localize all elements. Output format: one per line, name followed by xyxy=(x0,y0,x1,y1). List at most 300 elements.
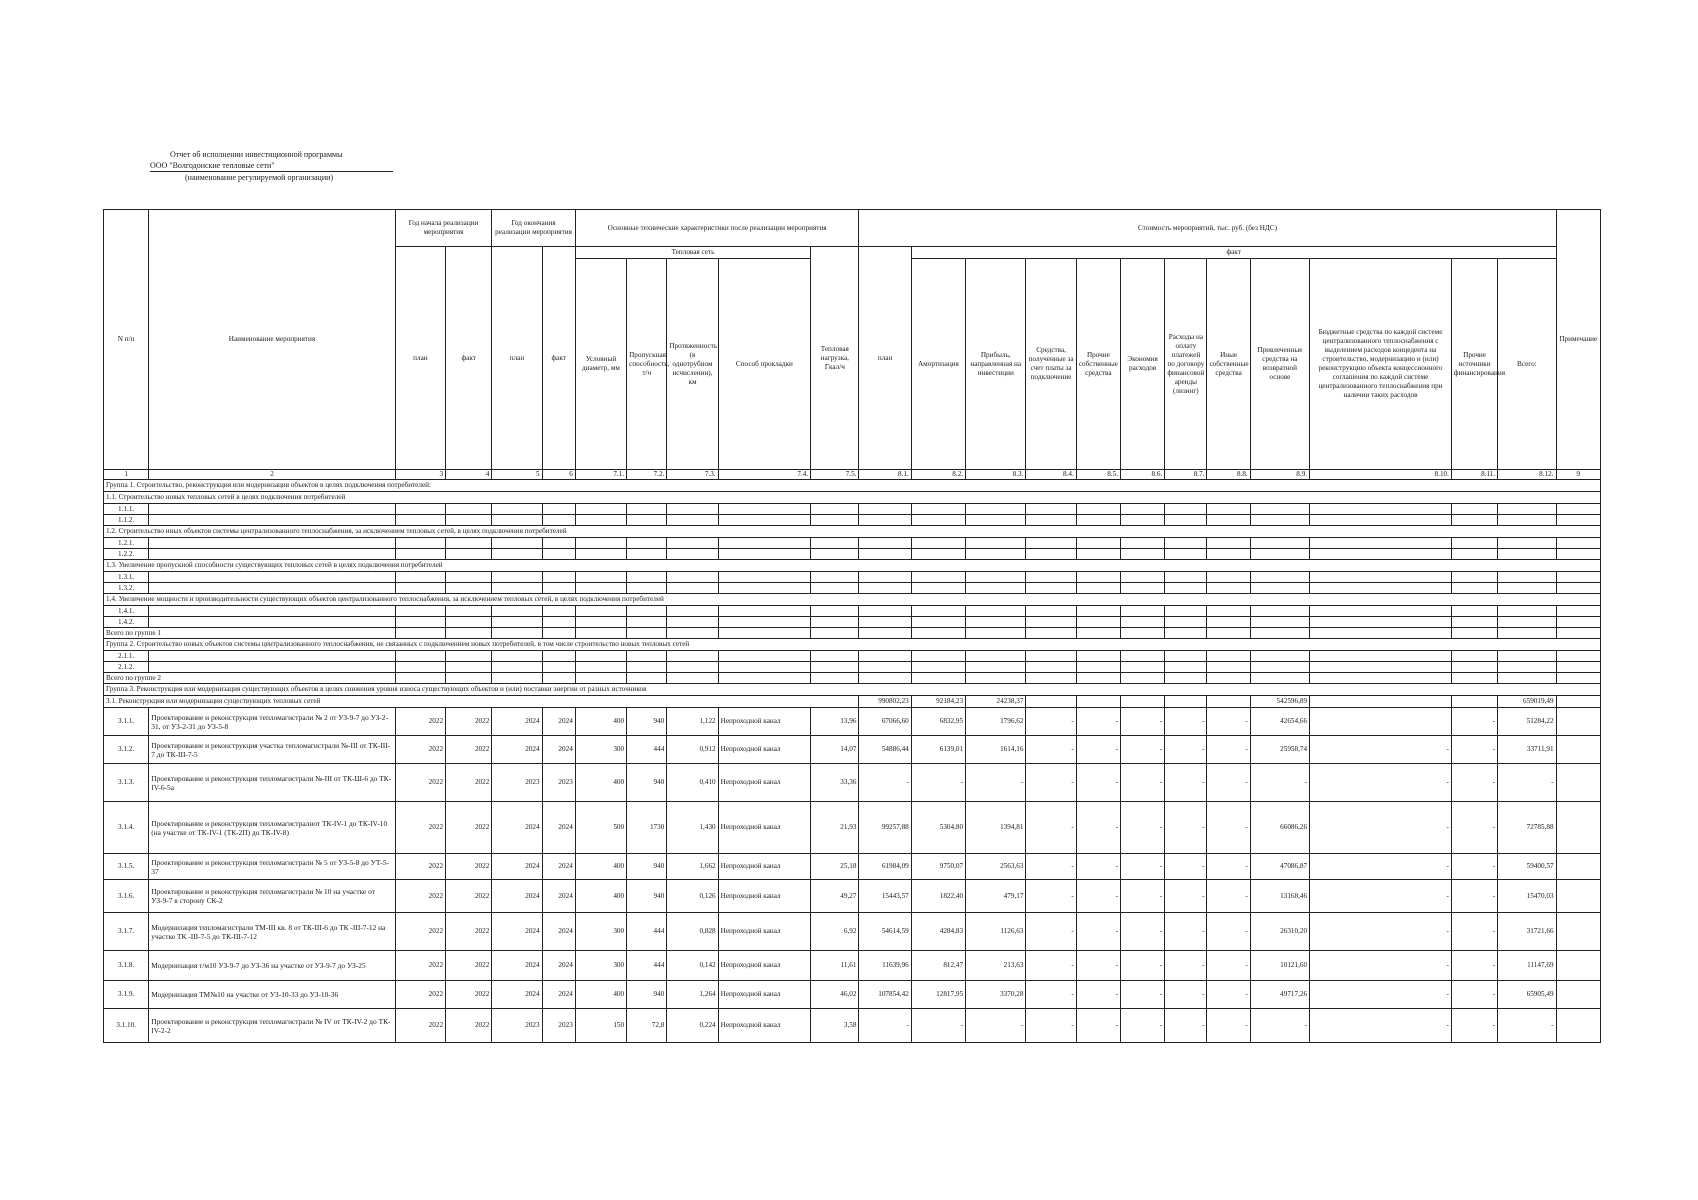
year-start-plan: 2022 xyxy=(395,802,445,854)
empty-cell xyxy=(911,606,965,617)
year-end-plan: 2024 xyxy=(492,913,542,951)
empty-cell xyxy=(811,617,859,628)
empty-cell xyxy=(492,651,542,662)
empty-cell xyxy=(1556,606,1600,617)
row-number: 1.2.1. xyxy=(104,538,149,549)
empty-cell xyxy=(1310,696,1452,708)
empty-cell xyxy=(1250,515,1309,526)
empty-cell xyxy=(1451,628,1497,639)
group-total-row xyxy=(104,628,1601,639)
heat-load: 3,58 xyxy=(811,1009,859,1043)
empty-cell xyxy=(149,538,395,549)
empty-cell xyxy=(542,673,575,684)
empty-cell xyxy=(1165,662,1207,673)
empty-cell xyxy=(446,651,492,662)
empty-cell xyxy=(575,583,626,594)
empty-cell xyxy=(966,651,1026,662)
year-end-fact: 2024 xyxy=(542,913,575,951)
colnum: 8.12. xyxy=(1498,470,1556,480)
lease: - xyxy=(1165,802,1207,854)
empty-cell xyxy=(1026,583,1076,594)
empty-cell xyxy=(1498,617,1556,628)
empty-cell xyxy=(1026,538,1076,549)
hdr-tech: Основные технические характеристики после реализации мероприятия xyxy=(575,210,859,247)
empty-cell xyxy=(1120,606,1164,617)
hdr-load: Тепловая нагрузка, Гкал/ч xyxy=(811,247,859,470)
empty-cell xyxy=(542,572,575,583)
capacity: 940 xyxy=(627,764,667,802)
profit: 2563,63 xyxy=(966,854,1026,880)
borrowed: 66086,26 xyxy=(1250,802,1309,854)
empty-cell xyxy=(859,572,911,583)
year-end-plan: 2024 xyxy=(492,736,542,764)
empty-cell xyxy=(966,628,1026,639)
empty-cell xyxy=(667,617,718,628)
cost-plan: - xyxy=(859,764,911,802)
year-start-plan: 2022 xyxy=(395,913,445,951)
length: 1,430 xyxy=(667,802,718,854)
empty-cell xyxy=(1451,673,1497,684)
row-number: 1.4.2. xyxy=(104,617,149,628)
year-start-plan: 2022 xyxy=(395,708,445,736)
row-number: 3.1.9. xyxy=(104,981,149,1009)
hdr-cost-plan: план xyxy=(859,247,911,470)
empty-cell xyxy=(667,572,718,583)
empty-cell xyxy=(811,572,859,583)
project-name: Проектирование и реконструкция тепломагистрали № 2 от УЗ-9-7 до УЗ-2-31, от УЗ-2-31 до УЗ-5-8 xyxy=(149,708,395,736)
empty-cell xyxy=(575,662,626,673)
budget: - xyxy=(1310,802,1452,854)
empty-cell xyxy=(1207,662,1250,673)
project-name: Проектирование и реконструкция участка тепломагистрали №-III от ТК-III-7 до ТК-III-7-5 xyxy=(149,736,395,764)
section-row xyxy=(104,684,1601,696)
connection-fee: - xyxy=(1026,913,1076,951)
empty-cell xyxy=(1026,628,1076,639)
empty-cell xyxy=(966,515,1026,526)
capacity: 444 xyxy=(627,951,667,981)
empty-cell xyxy=(859,651,911,662)
colnum: 7.3. xyxy=(667,470,718,480)
length: 0,410 xyxy=(667,764,718,802)
empty-cell xyxy=(492,515,542,526)
total: 59400,57 xyxy=(1498,854,1556,880)
other-sources: - xyxy=(1451,802,1497,854)
note-cell xyxy=(1556,802,1600,854)
colnum: 8.8. xyxy=(1207,470,1250,480)
budget: - xyxy=(1310,913,1452,951)
other-sources: - xyxy=(1451,764,1497,802)
diameter: 300 xyxy=(575,736,626,764)
colnum: 8.3. xyxy=(966,470,1026,480)
empty-cell xyxy=(1310,617,1452,628)
year-end-plan: 2024 xyxy=(492,802,542,854)
length: 0,224 xyxy=(667,1009,718,1043)
row-number: 1.4.1. xyxy=(104,606,149,617)
empty-cell xyxy=(149,572,395,583)
hdr-own-other: Прочие собственные средства xyxy=(1076,259,1120,470)
project-name: Проектирование и реконструкция тепломагистрали № IV от ТК-IV-2 до ТК-IV-2-2 xyxy=(149,1009,395,1043)
empty-cell xyxy=(395,583,445,594)
empty-cell xyxy=(1451,617,1497,628)
hdr-profit: Прибыль, направленная на инвестиции xyxy=(966,259,1026,470)
year-end-fact: 2023 xyxy=(542,764,575,802)
row-number: 1.3.1. xyxy=(104,572,149,583)
empty-cell xyxy=(1451,583,1497,594)
section-title: Группа 1. Строительство, реконструкция или модернизация объектов в целях подключения потребителей: xyxy=(104,480,1601,492)
empty-cell xyxy=(1207,696,1250,708)
empty-cell xyxy=(859,583,911,594)
empty-cell xyxy=(911,583,965,594)
hdr-year-end: Год окончания реализации мероприятия xyxy=(492,210,575,247)
amortization: 6139,01 xyxy=(911,736,965,764)
colnum: 8.11. xyxy=(1451,470,1497,480)
empty-cell xyxy=(492,617,542,628)
empty-cell xyxy=(575,515,626,526)
empty-cell xyxy=(859,628,911,639)
subtotal-plan: 990802,23 xyxy=(859,696,911,708)
empty-cell xyxy=(1310,662,1452,673)
empty-cell xyxy=(718,628,811,639)
empty-cell xyxy=(1207,583,1250,594)
empty-cell xyxy=(542,662,575,673)
empty-cell xyxy=(1556,696,1600,708)
row-number: 3.1.2. xyxy=(104,736,149,764)
hdr-borrowed: Привлеченные средства на возвратной основе xyxy=(1250,259,1309,470)
empty-cell xyxy=(911,662,965,673)
empty-cell xyxy=(1250,628,1309,639)
lease: - xyxy=(1165,854,1207,880)
project-name: Проектирование и реконструкция тепломагистрали № 5 от УЗ-5-8 до УТ-5-37 xyxy=(149,854,395,880)
empty-cell xyxy=(667,606,718,617)
empty-cell xyxy=(1120,696,1164,708)
own-other: - xyxy=(1076,981,1120,1009)
empty-row xyxy=(104,538,1601,549)
lease: - xyxy=(1165,880,1207,913)
empty-cell xyxy=(395,515,445,526)
length: 1,662 xyxy=(667,854,718,880)
total: 51284,22 xyxy=(1498,708,1556,736)
empty-cell xyxy=(1451,662,1497,673)
borrowed: - xyxy=(1250,764,1309,802)
budget: - xyxy=(1310,736,1452,764)
empty-cell xyxy=(966,606,1026,617)
budget: - xyxy=(1310,981,1452,1009)
year-end-plan: 2023 xyxy=(492,764,542,802)
empty-row xyxy=(104,606,1601,617)
empty-cell xyxy=(1556,549,1600,560)
project-name: Проектирование и реконструкция тепломагистрали № 10 на участке от УЗ-9-7 в сторону СК-2 xyxy=(149,880,395,913)
empty-cell xyxy=(1076,549,1120,560)
empty-cell xyxy=(1165,606,1207,617)
row-number: 3.1.7. xyxy=(104,913,149,951)
empty-cell xyxy=(149,651,395,662)
empty-cell xyxy=(1498,651,1556,662)
project-name: Модернизация ТМ№10 на участке от УЗ-10-33 до УЗ-10-36 xyxy=(149,981,395,1009)
empty-cell xyxy=(575,617,626,628)
capacity: 444 xyxy=(627,736,667,764)
empty-cell xyxy=(446,617,492,628)
year-end-plan: 2024 xyxy=(492,708,542,736)
empty-cell xyxy=(395,538,445,549)
empty-cell xyxy=(1026,651,1076,662)
year-start-fact: 2022 xyxy=(446,802,492,854)
empty-cell xyxy=(1076,572,1120,583)
colnum: 8.10. xyxy=(1310,470,1452,480)
empty-cell xyxy=(1076,696,1120,708)
empty-cell xyxy=(395,504,445,515)
capacity: 72,8 xyxy=(627,1009,667,1043)
empty-cell xyxy=(1120,583,1164,594)
empty-cell xyxy=(1556,515,1600,526)
heat-load: 33,36 xyxy=(811,764,859,802)
group-total-label: Всего по группе 2 xyxy=(104,673,396,684)
year-start-plan: 2022 xyxy=(395,736,445,764)
group-total-label: Всего по группе 1 xyxy=(104,628,396,639)
empty-cell xyxy=(667,504,718,515)
colnum: 7.2. xyxy=(627,470,667,480)
empty-cell xyxy=(1165,617,1207,628)
year-start-plan: 2022 xyxy=(395,880,445,913)
empty-cell xyxy=(667,662,718,673)
empty-cell xyxy=(575,549,626,560)
empty-cell xyxy=(627,515,667,526)
connection-fee: - xyxy=(1026,1009,1076,1043)
empty-cell xyxy=(718,572,811,583)
cost-plan: - xyxy=(859,1009,911,1043)
empty-cell xyxy=(667,673,718,684)
empty-cell xyxy=(627,662,667,673)
empty-cell xyxy=(446,628,492,639)
total: - xyxy=(1498,764,1556,802)
heat-load: 49,27 xyxy=(811,880,859,913)
amortization: 12817,95 xyxy=(911,981,965,1009)
amortization: 1822,40 xyxy=(911,880,965,913)
connection-fee: - xyxy=(1026,736,1076,764)
other-sources: - xyxy=(1451,736,1497,764)
cost-plan: 67066,60 xyxy=(859,708,911,736)
economy: - xyxy=(1120,802,1164,854)
other-sources: - xyxy=(1451,913,1497,951)
empty-cell xyxy=(1120,673,1164,684)
year-end-fact: 2024 xyxy=(542,736,575,764)
empty-cell xyxy=(627,673,667,684)
empty-cell xyxy=(1026,662,1076,673)
colnum: 9 xyxy=(1556,470,1600,480)
empty-cell xyxy=(575,628,626,639)
empty-cell xyxy=(1076,617,1120,628)
empty-cell xyxy=(1310,504,1452,515)
year-end-fact: 2024 xyxy=(542,981,575,1009)
year-start-plan: 2022 xyxy=(395,854,445,880)
empty-cell xyxy=(1451,538,1497,549)
year-end-plan: 2023 xyxy=(492,1009,542,1043)
borrowed: - xyxy=(1250,1009,1309,1043)
empty-cell xyxy=(395,673,445,684)
hdr-ye-plan: план xyxy=(492,247,542,470)
year-start-plan: 2022 xyxy=(395,951,445,981)
empty-cell xyxy=(542,617,575,628)
hdr-num: N п/п xyxy=(104,210,149,470)
connection-fee: - xyxy=(1026,854,1076,880)
empty-cell xyxy=(1120,662,1164,673)
year-start-plan: 2022 xyxy=(395,764,445,802)
empty-cell xyxy=(1165,538,1207,549)
row-number: 1.3.2. xyxy=(104,583,149,594)
empty-cell xyxy=(1556,504,1600,515)
profit: 1796,62 xyxy=(966,708,1026,736)
empty-cell xyxy=(859,504,911,515)
section-row xyxy=(104,526,1601,538)
empty-cell xyxy=(811,628,859,639)
diameter: 500 xyxy=(575,802,626,854)
own-other: - xyxy=(1076,802,1120,854)
profit: 1614,16 xyxy=(966,736,1026,764)
year-start-plan: 2022 xyxy=(395,981,445,1009)
empty-cell xyxy=(1207,549,1250,560)
lease: - xyxy=(1165,764,1207,802)
hdr-connfee: Средства, полученные за счет платы за подключение xyxy=(1026,259,1076,470)
hdr-year-start: Год начала реализации мероприятия xyxy=(395,210,492,247)
hdr-heat-net: Тепловая сеть xyxy=(575,247,810,259)
empty-cell xyxy=(1310,572,1452,583)
empty-cell xyxy=(627,617,667,628)
empty-cell xyxy=(492,504,542,515)
year-end-fact: 2023 xyxy=(542,1009,575,1043)
empty-cell xyxy=(446,583,492,594)
project-row xyxy=(104,880,1601,913)
empty-cell xyxy=(1451,572,1497,583)
empty-cell xyxy=(1120,515,1164,526)
empty-cell xyxy=(1556,572,1600,583)
laying-method: Непроходной канал xyxy=(718,880,811,913)
diameter: 300 xyxy=(575,951,626,981)
empty-cell xyxy=(627,606,667,617)
heat-load: 14,07 xyxy=(811,736,859,764)
org-caption: (наименование регулируемой организации) xyxy=(185,173,334,182)
other-sources: - xyxy=(1451,880,1497,913)
empty-cell xyxy=(1498,583,1556,594)
cost-plan: 54614,59 xyxy=(859,913,911,951)
total: 72785,88 xyxy=(1498,802,1556,854)
empty-cell xyxy=(1451,515,1497,526)
laying-method: Непроходной канал xyxy=(718,981,811,1009)
empty-cell xyxy=(446,515,492,526)
empty-cell xyxy=(811,549,859,560)
section-row xyxy=(104,480,1601,492)
empty-cell xyxy=(1026,617,1076,628)
empty-cell xyxy=(149,504,395,515)
length: 0,142 xyxy=(667,951,718,981)
cost-plan: 11639,96 xyxy=(859,951,911,981)
heat-load: 21,93 xyxy=(811,802,859,854)
subtotal-borrowed: 542596,89 xyxy=(1250,696,1309,708)
empty-cell xyxy=(1556,628,1600,639)
empty-cell xyxy=(627,583,667,594)
diameter: 400 xyxy=(575,854,626,880)
empty-cell xyxy=(1120,572,1164,583)
empty-cell xyxy=(627,628,667,639)
empty-cell xyxy=(492,673,542,684)
subtotal-profit: 24238,37 xyxy=(966,696,1026,708)
empty-cell xyxy=(395,628,445,639)
note-cell xyxy=(1556,736,1600,764)
empty-cell xyxy=(395,572,445,583)
empty-cell xyxy=(1556,662,1600,673)
colnum: 8.5. xyxy=(1076,470,1120,480)
empty-cell xyxy=(1165,549,1207,560)
hdr-other-src: Прочие источники финансирования xyxy=(1451,259,1497,470)
amortization: 9750,07 xyxy=(911,854,965,880)
empty-cell xyxy=(811,673,859,684)
empty-cell xyxy=(1120,651,1164,662)
laying-method: Непроходной канал xyxy=(718,854,811,880)
budget: - xyxy=(1310,951,1452,981)
project-row xyxy=(104,981,1601,1009)
empty-cell xyxy=(446,572,492,583)
group-total-row xyxy=(104,673,1601,684)
empty-cell xyxy=(718,515,811,526)
connection-fee: - xyxy=(1026,802,1076,854)
diameter: 400 xyxy=(575,764,626,802)
empty-cell xyxy=(1120,504,1164,515)
diameter: 400 xyxy=(575,981,626,1009)
capacity: 940 xyxy=(627,708,667,736)
hdr-amort: Амортизация xyxy=(911,259,965,470)
laying-method: Непроходной канал xyxy=(718,951,811,981)
borrowed: 13168,46 xyxy=(1250,880,1309,913)
row-number: 2.1.2. xyxy=(104,662,149,673)
year-start-fact: 2022 xyxy=(446,854,492,880)
row-number: 3.1.10. xyxy=(104,1009,149,1043)
economy: - xyxy=(1120,736,1164,764)
empty-cell xyxy=(718,651,811,662)
empty-cell xyxy=(966,504,1026,515)
empty-cell xyxy=(1310,549,1452,560)
colnum: 2 xyxy=(149,470,395,480)
year-start-fact: 2022 xyxy=(446,913,492,951)
budget: - xyxy=(1310,764,1452,802)
heat-load: 11,61 xyxy=(811,951,859,981)
row-number: 3.1.5. xyxy=(104,854,149,880)
year-end-fact: 2024 xyxy=(542,951,575,981)
laying-method: Непроходной канал xyxy=(718,708,811,736)
empty-row xyxy=(104,662,1601,673)
project-name: Проектирование и реконструкция тепломагистралиот ТК-IV-1 до ТК-IV-10 (на участке от ТК-IV-1 (ТК-2П) до ТК-IV-8) xyxy=(149,802,395,854)
hdr-budget: Бюджетные средства по каждой системе централизованного теплоснабжения с выделением расходов концедента на строительство, модернизацию и (или) реконструкцию объекта концессионного соглашения по каждой системе централизованного теплоснабжения при наличии таких расходов xyxy=(1310,259,1452,470)
empty-cell xyxy=(446,673,492,684)
cost-plan: 107854,42 xyxy=(859,981,911,1009)
empty-cell xyxy=(1076,515,1120,526)
hdr-fact-group: факт xyxy=(911,247,1556,259)
connection-fee: - xyxy=(1026,708,1076,736)
profit: - xyxy=(966,764,1026,802)
colnum: 8.7. xyxy=(1165,470,1207,480)
hdr-length: Протяженность (в однотрубном исчислении), км xyxy=(667,259,718,470)
colnum: 8.6. xyxy=(1120,470,1164,480)
capacity: 940 xyxy=(627,854,667,880)
empty-cell xyxy=(1310,515,1452,526)
empty-cell xyxy=(575,606,626,617)
empty-cell xyxy=(718,673,811,684)
profit: - xyxy=(966,1009,1026,1043)
empty-cell xyxy=(1207,617,1250,628)
row-number: 3.1.1. xyxy=(104,708,149,736)
empty-cell xyxy=(492,572,542,583)
empty-cell xyxy=(811,515,859,526)
empty-cell xyxy=(1026,504,1076,515)
colnum: 8.2. xyxy=(911,470,965,480)
empty-cell xyxy=(492,538,542,549)
